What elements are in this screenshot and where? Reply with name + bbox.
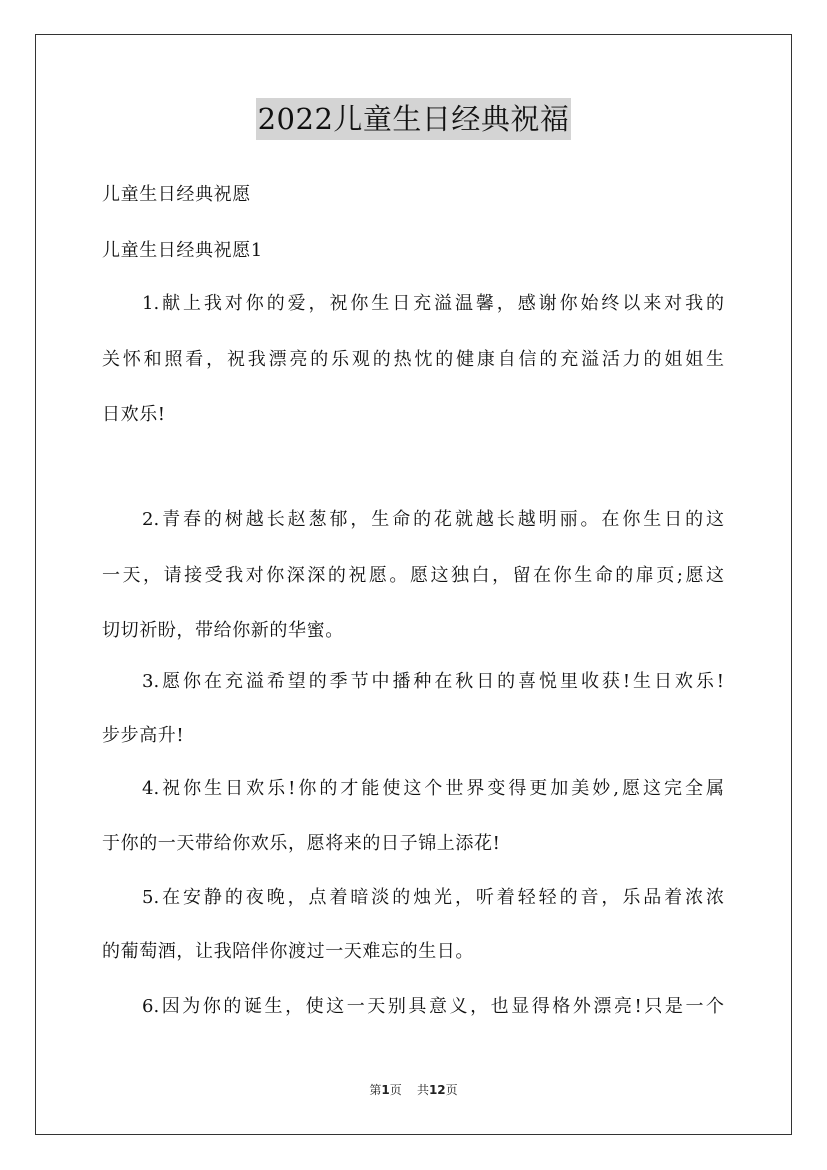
footer-mid: 页 共 bbox=[389, 1083, 429, 1097]
paragraph-line: 3.愿你在充溢希望的季节中播种在秋日的喜悦里收获!生日欢乐! bbox=[142, 671, 724, 692]
page-footer bbox=[0, 1082, 827, 1098]
paragraph-line: 切切祈盼，带给你新的华蜜。 bbox=[102, 620, 344, 641]
subheading-line: 儿童生日经典祝愿1 bbox=[102, 240, 263, 261]
paragraph-line: 2.青春的树越长赵葱郁，生命的花就越长越明丽。在你生日的这 bbox=[142, 509, 724, 530]
paragraph-line: 日欢乐! bbox=[102, 404, 166, 425]
footer-suffix: 页 bbox=[445, 1083, 458, 1097]
current-page-number: 1 bbox=[381, 1083, 390, 1097]
paragraph-line: 的葡萄酒，让我陪伴你渡过一天难忘的生日。 bbox=[102, 941, 474, 962]
title-container bbox=[0, 98, 827, 140]
paragraph-line: 5.在安静的夜晚，点着暗淡的烛光，听着轻轻的音，乐品着浓浓 bbox=[142, 887, 724, 908]
document-title: 2022儿童生日经典祝福 bbox=[256, 98, 572, 140]
footer-prefix: 第 bbox=[369, 1083, 382, 1097]
paragraph-line: 6.因为你的诞生，使这一天别具意义，也显得格外漂亮!只是一个 bbox=[142, 996, 724, 1017]
paragraph-line: 4.祝你生日欢乐!你的才能使这个世界变得更加美妙,愿这完全属 bbox=[142, 778, 724, 799]
heading-line: 儿童生日经典祝愿 bbox=[102, 184, 251, 205]
paragraph-line: 一天，请接受我对你深深的祝愿。愿这独白，留在你生命的扉页;愿这 bbox=[102, 565, 724, 586]
total-page-count: 12 bbox=[428, 1083, 446, 1097]
paragraph-line: 关怀和照看，祝我漂亮的乐观的热忱的健康自信的充溢活力的姐姐生 bbox=[102, 349, 724, 370]
paragraph-line: 步步高升! bbox=[102, 725, 185, 746]
paragraph-line: 1.献上我对你的爱，祝你生日充溢温馨，感谢你始终以来对我的 bbox=[142, 293, 724, 314]
paragraph-line: 于你的一天带给你欢乐，愿将来的日子锦上添花! bbox=[102, 833, 501, 854]
